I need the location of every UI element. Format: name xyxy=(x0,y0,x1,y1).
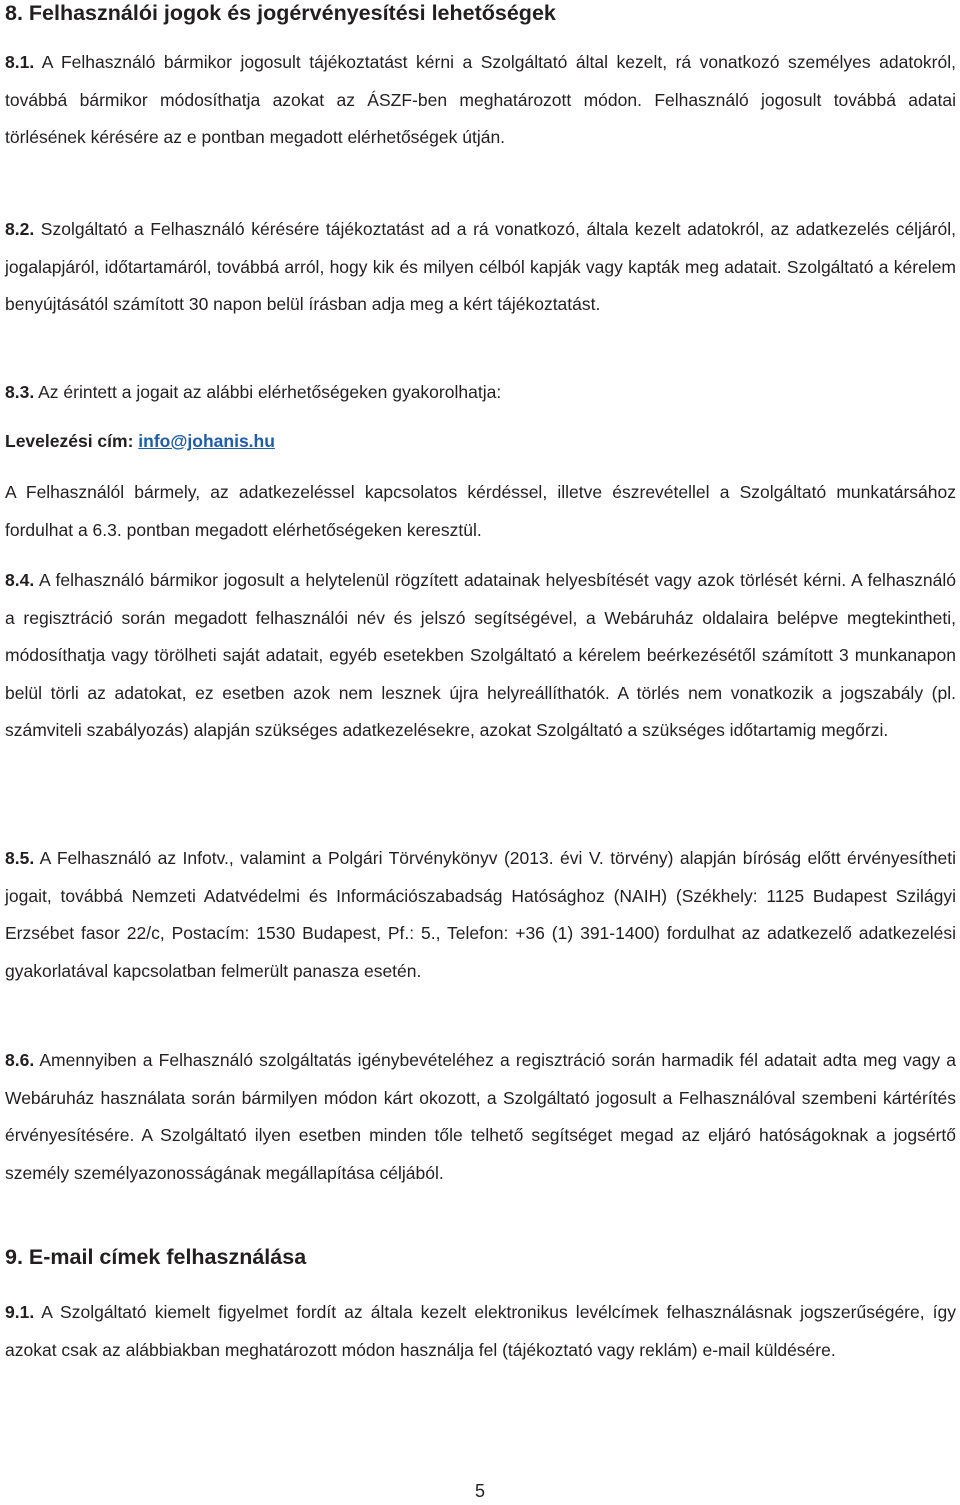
paragraph-8-6 xyxy=(5,1042,956,1192)
paragraph-number: 8.6. xyxy=(5,1050,35,1070)
paragraph-text: A Felhasználó az Infotv., valamint a Polgári Törvénykönyv (2013. évi V. törvény) alapján bíróság előtt érvényesítheti jogait, továbbá Nemzeti Adatvédelmi és Információszabadság Hatósághoz (NAIH) (Székhely: 1125 Budapest Szilágyi Erzsébet fasor 22/c, Postacím: 1530 Budapest, Pf.: 5., Telefon: +36 (1) 391-1400) fordulhat az adatkezelő adatkezelési gyakorlatával kapcsolatban felmerült panasza esetén. xyxy=(5,848,956,981)
paragraph-number: 9.1. xyxy=(5,1302,35,1322)
email-link[interactable]: info@johanis.hu xyxy=(138,431,275,451)
paragraph-text: A Felhasználól bármely, az adatkezeléssel kapcsolatos kérdéssel, illetve észrevétellel a Szolgáltató munkatársához fordulhat a 6.3. pontban megadott elérhetőségeken keresztül. xyxy=(5,482,956,540)
paragraph-9-1 xyxy=(5,1294,956,1369)
paragraph-text: Amennyiben a Felhasználó szolgáltatás igénybevételéhez a regisztráció során harmadik fél adatait adta meg vagy a Webáruház használata során bármilyen módon kárt okozott, a Szolgáltató jogosult a Felhasználóval szembeni kártérítés érvényesítésére. A Szolgáltató ilyen esetben minden tőle telhető segítséget megad az eljáró hatóságoknak a jogsértő személy személyazonosságának megállapítása céljából. xyxy=(5,1050,956,1183)
paragraph-text: A Szolgáltató kiemelt figyelmet fordít az általa kezelt elektronikus levélcímek felhasználásnak jogszerűségére, így azokat csak az alábbiakban meghatározott módon használja fel (tájékoztató vagy reklám) e-mail küldésére. xyxy=(5,1302,956,1360)
paragraph-8-5 xyxy=(5,840,956,990)
paragraph-number: 8.5. xyxy=(5,848,35,868)
mailing-address-line xyxy=(5,423,956,461)
paragraph-text: A Felhasználó bármikor jogosult tájékoztatást kérni a Szolgáltató által kezelt, rá vonatkozó személyes adatokról, továbbá bármikor módosíthatja azokat az ÁSZF-ben meghatározott módon. Felhasználó jogosult továbbá adatai törlésének kérésére az e pontban megadott elérhetőségek útján. xyxy=(5,52,956,147)
paragraph-8-3 xyxy=(5,374,956,412)
paragraph-number: 8.4. xyxy=(5,570,35,590)
paragraph-8-2 xyxy=(5,211,956,324)
paragraph-8-4 xyxy=(5,562,956,750)
paragraph-number: 8.3. xyxy=(5,382,35,402)
mailing-address-label: Levelezési cím: xyxy=(5,431,139,451)
paragraph-text: Szolgáltató a Felhasználó kérésére tájékoztatást ad a rá vonatkozó, általa kezelt adatokról, az adatkezelés céljáról, jogalapjáról, időtartamáról, továbbá arról, hogy kik és milyen célból kapják vagy kapták meg adatait. Szolgáltató a kérelem benyújtásától számított 30 napon belül írásban adja meg a kért tájékoztatást. xyxy=(5,219,956,314)
paragraph-text: Az érintett a jogait az alábbi elérhetőségeken gyakorolhatja: xyxy=(34,382,502,402)
page-number: 5 xyxy=(474,1481,485,1501)
paragraph-text: A felhasználó bármikor jogosult a helytelenül rögzített adatainak helyesbítését vagy azok törlését kérni. A felhasználó a regisztráció során megadott felhasználói név és jelszó segítségével, a Webáruház oldalaira belépve megtekintheti, módosíthatja vagy törölheti saját adatait, egyéb esetekben Szolgáltató a kérelem beérkezésétől számított 3 munkanapon belül törli az adatokat, ez esetben azok nem lesznek újra helyreállíthatók. A törlés nem vonatkozik a jogszabály (pl. számviteli szabályozás) alapján szükséges adatkezelésekre, azokat Szolgáltató a szükséges időtartamig megőrzi. xyxy=(5,570,956,740)
paragraph-8-3-contact xyxy=(5,474,956,549)
section-8-heading: 8. Felhasználói jogok és jogérvényesítési lehetőségek xyxy=(5,1,556,25)
paragraph-number: 8.2. xyxy=(5,219,35,239)
section-9-heading: 9. E-mail címek felhasználása xyxy=(5,1245,307,1269)
paragraph-8-1 xyxy=(5,44,956,157)
paragraph-number: 8.1. xyxy=(5,52,35,72)
